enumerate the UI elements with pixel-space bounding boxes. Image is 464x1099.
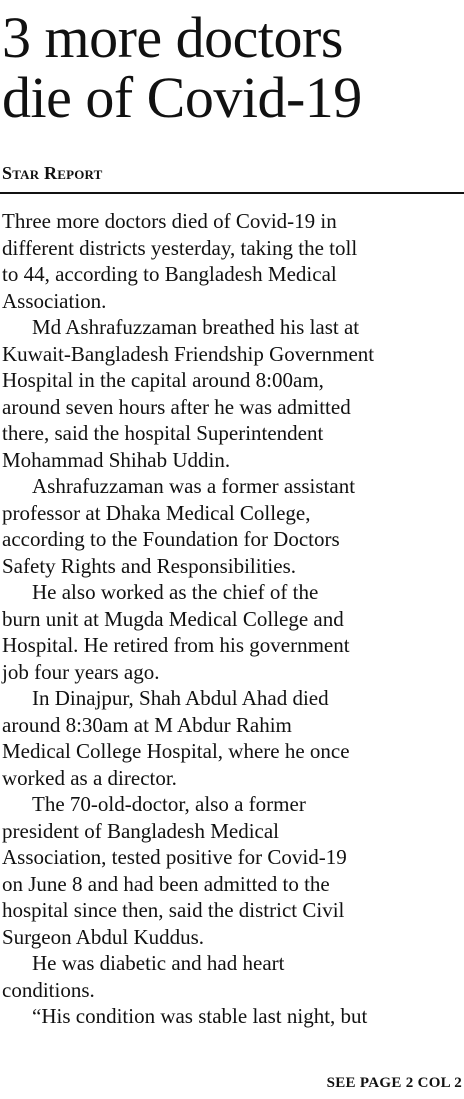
paragraph-line: burn unit at Mugda Medical College and — [2, 606, 344, 631]
paragraph-line: Hospital in the capital around 8:00am, — [2, 368, 324, 392]
paragraph-line: president of Bangladesh Medical — [2, 818, 279, 843]
paragraph-line: Medical College Hospital, where he once — [2, 739, 350, 763]
article-paragraph — [0, 1003, 464, 1030]
paragraph-line: “His condition was stable last night, but — [32, 1004, 368, 1028]
paragraph-line: He was diabetic and had heart — [32, 951, 285, 975]
paragraph-line: Association. — [2, 288, 107, 313]
article-paragraph — [0, 579, 464, 685]
paragraph-line: hospital since then, said the district Civil — [2, 898, 345, 922]
article-paragraph — [0, 791, 464, 950]
paragraph-line: to 44, according to Bangladesh Medical — [2, 262, 337, 286]
paragraph-line: on June 8 and had been admitted to the — [2, 871, 330, 896]
article-body — [0, 208, 464, 1030]
article-paragraph — [0, 473, 464, 579]
headline-line-1: 3 more doctors — [2, 5, 343, 70]
paragraph-line: according to the Foundation for Doctors — [2, 527, 340, 551]
paragraph-line: Md Ashrafuzzaman breathed his last at — [32, 315, 360, 339]
paragraph-line: worked as a director. — [2, 765, 177, 790]
article-paragraph — [0, 314, 464, 473]
paragraph-line: Surgeon Abdul Kuddus. — [2, 924, 205, 949]
paragraph-line: In Dinajpur, Shah Abdul Ahad died — [32, 686, 329, 710]
headline-line-2: die of Covid-19 — [2, 65, 362, 130]
paragraph-line: Association, tested positive for Covid-19 — [2, 845, 347, 869]
headline — [0, 5, 464, 130]
paragraph-line: Kuwait-Bangladesh Friendship Government — [2, 341, 375, 366]
paragraph-line: around seven hours after he was admitted — [2, 394, 351, 419]
byline-divider — [0, 192, 464, 194]
paragraph-line: professor at Dhaka Medical College, — [2, 500, 311, 525]
paragraph-line: around 8:30am at M Abdur Rahim — [2, 712, 292, 737]
paragraph-line: conditions. — [2, 977, 95, 1002]
paragraph-line: He also worked as the chief of the — [32, 580, 319, 604]
paragraph-line: The 70-old-doctor, also a former — [32, 792, 306, 816]
byline: Star Report — [2, 163, 103, 183]
paragraph-line: Safety Rights and Responsibilities. — [2, 553, 296, 578]
article-paragraph — [0, 685, 464, 791]
continuation-note[interactable]: SEE PAGE 2 COL 2 — [326, 1075, 462, 1091]
paragraph-line: job four years ago. — [2, 659, 160, 684]
paragraph-line: Ashrafuzzaman was a former assistant — [32, 474, 356, 498]
paragraph-line: there, said the hospital Superintendent — [2, 421, 324, 445]
article-paragraph — [0, 208, 464, 314]
paragraph-line: Mohammad Shihab Uddin. — [2, 447, 231, 472]
paragraph-line: different districts yesterday, taking the toll — [2, 235, 358, 260]
paragraph-line: Three more doctors died of Covid-19 in — [2, 209, 337, 233]
article-paragraph — [0, 950, 464, 1003]
paragraph-line: Hospital. He retired from his government — [2, 633, 350, 657]
